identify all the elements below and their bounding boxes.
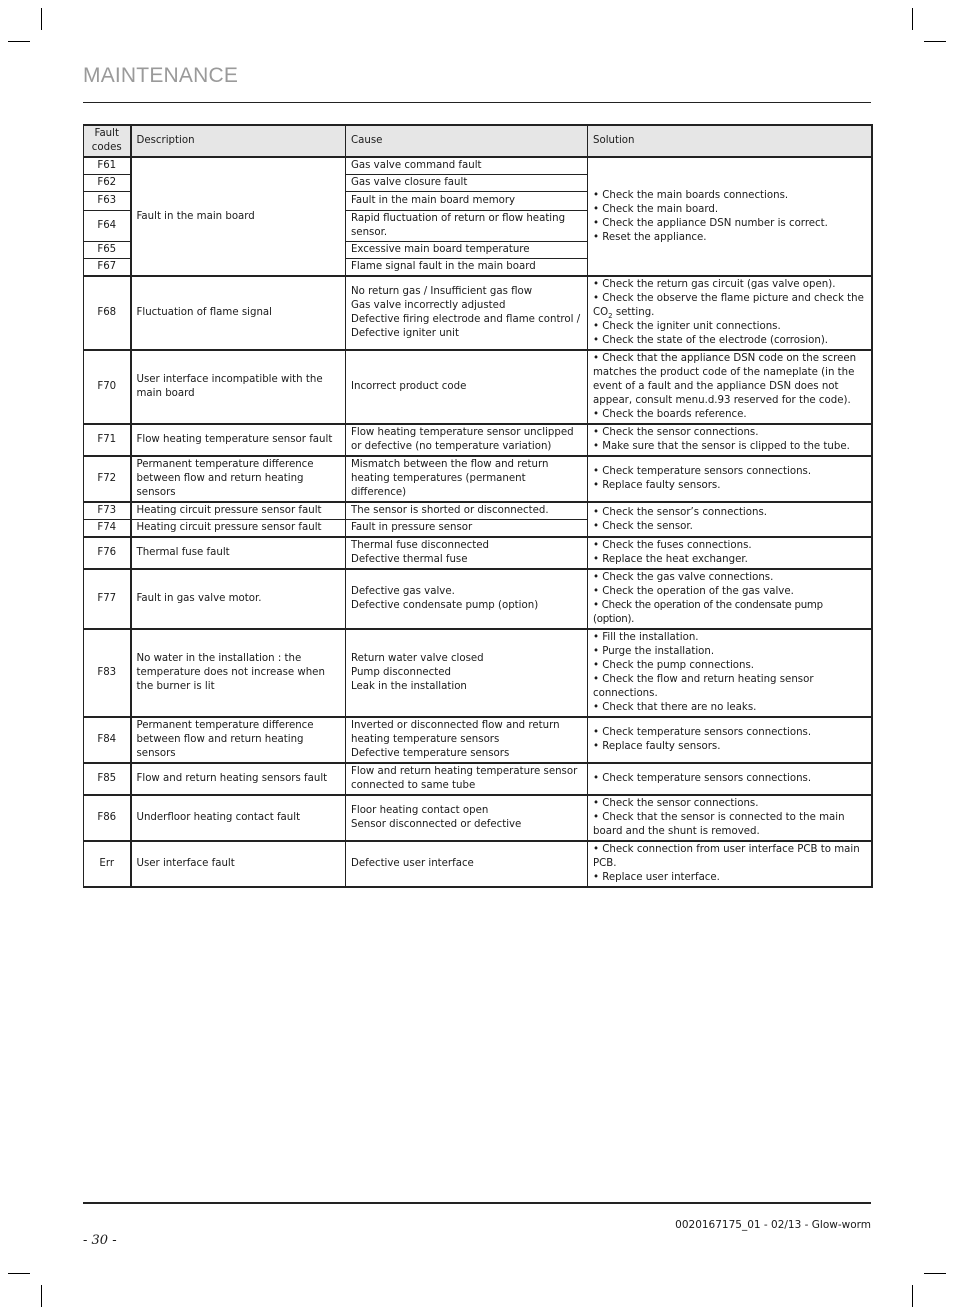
fault-description: Thermal fuse fault xyxy=(131,537,346,569)
fault-codes-table xyxy=(83,124,873,888)
fault-description: Fluctuation of flame signal xyxy=(131,276,346,350)
footer-divider xyxy=(83,1202,871,1204)
fault-solution: • Check the main boards connections. • Check the main board. • Check the appliance DSN number is correct. • Reset the appliance. xyxy=(588,157,872,276)
fault-code: F73 xyxy=(84,502,131,520)
fault-code: F68 xyxy=(84,276,131,350)
header-solution: Solution xyxy=(588,125,872,157)
fault-code: F64 xyxy=(84,211,131,242)
table-row xyxy=(84,276,872,350)
fault-description: User interface fault xyxy=(131,841,346,887)
fault-cause: Floor heating contact open Sensor disconnected or defective xyxy=(346,795,588,841)
fault-cause: Return water valve closed Pump disconnected Leak in the installation xyxy=(346,629,588,717)
table-row xyxy=(84,569,872,629)
fault-description: Heating circuit pressure sensor fault xyxy=(131,502,346,520)
fault-cause: Thermal fuse disconnected Defective thermal fuse xyxy=(346,537,588,569)
fault-code: F77 xyxy=(84,569,131,629)
fault-solution: • Check the sensor’s connections. • Check the sensor. xyxy=(588,502,872,537)
header-divider xyxy=(83,102,871,103)
fault-solution: • Check the fuses connections. • Replace the heat exchanger. xyxy=(588,537,872,569)
crop-mark xyxy=(8,41,30,42)
fault-cause: Fault in the main board memory xyxy=(346,192,588,211)
fault-description: Flow and return heating sensors fault xyxy=(131,763,346,795)
fault-code: F70 xyxy=(84,350,131,424)
fault-cause: Flame signal fault in the main board xyxy=(346,259,588,277)
fault-code: Err xyxy=(84,841,131,887)
table-row xyxy=(84,456,872,502)
fault-code: F76 xyxy=(84,537,131,569)
header-cause: Cause xyxy=(346,125,588,157)
fault-cause: Defective gas valve. Defective condensate pump (option) xyxy=(346,569,588,629)
section-title: MAINTENANCE xyxy=(83,64,239,87)
header-fault-codes: Fault codes xyxy=(84,125,131,157)
fault-cause: Gas valve closure fault xyxy=(346,175,588,192)
fault-cause: Flow heating temperature sensor unclipped or defective (no temperature variation) xyxy=(346,424,588,456)
fault-cause: Inverted or disconnected flow and return heating temperature sensors Defective temperature sensors xyxy=(346,717,588,763)
fault-description: Heating circuit pressure sensor fault xyxy=(131,520,346,538)
fault-description: Permanent temperature difference between flow and return heating sensors xyxy=(131,456,346,502)
fault-solution: • Check connection from user interface PCB to main PCB. • Replace user interface. xyxy=(588,841,872,887)
fault-solution: • Check that the appliance DSN code on the screen matches the product code of the nameplate (in the event of a fault and the appliance DSN does not appear, consult menu.d.93 reserved for the code). • Check the boards reference. xyxy=(588,350,872,424)
fault-code: F72 xyxy=(84,456,131,502)
fault-cause: The sensor is shorted or disconnected. xyxy=(346,502,588,520)
fault-code: F84 xyxy=(84,717,131,763)
fault-cause: Incorrect product code xyxy=(346,350,588,424)
crop-mark xyxy=(8,1273,30,1274)
fault-solution: • Check the sensor connections. • Make sure that the sensor is clipped to the tube. xyxy=(588,424,872,456)
table-row xyxy=(84,629,872,717)
crop-mark xyxy=(912,1285,913,1307)
fault-code: F63 xyxy=(84,192,131,211)
header-description: Description xyxy=(131,125,346,157)
fault-cause: Mismatch between the flow and return heating temperatures (permanent difference) xyxy=(346,456,588,502)
fault-code: F86 xyxy=(84,795,131,841)
fault-cause: Rapid fluctuation of return or flow heating sensor. xyxy=(346,211,588,242)
fault-description: Fault in the main board xyxy=(131,157,346,276)
fault-description: Underfloor heating contact fault xyxy=(131,795,346,841)
fault-solution: • Check temperature sensors connections. • Replace faulty sensors. xyxy=(588,456,872,502)
fault-description: Flow heating temperature sensor fault xyxy=(131,424,346,456)
fault-solution: • Check temperature sensors connections. • Replace faulty sensors. xyxy=(588,717,872,763)
table-row xyxy=(84,763,872,795)
fault-description: User interface incompatible with the main board xyxy=(131,350,346,424)
fault-cause: No return gas / Insufficient gas flow Gas valve incorrectly adjusted Defective firing electrode and flame control / Defective igniter unit xyxy=(346,276,588,350)
fault-description: Fault in gas valve motor. xyxy=(131,569,346,629)
fault-code: F83 xyxy=(84,629,131,717)
fault-cause: Fault in pressure sensor xyxy=(346,520,588,538)
fault-solution: • Fill the installation. • Purge the installation. • Check the pump connections. • Check the flow and return heating sensor connections. • Check that there are no leaks. xyxy=(588,629,872,717)
fault-cause: Flow and return heating temperature sensor connected to same tube xyxy=(346,763,588,795)
table-row xyxy=(84,717,872,763)
fault-solution: • Check the gas valve connections. • Check the operation of the gas valve. • Check the operation of the condensate pump (option). xyxy=(588,569,872,629)
crop-mark xyxy=(41,1285,42,1307)
crop-mark xyxy=(41,8,42,30)
fault-solution: • Check temperature sensors connections. xyxy=(588,763,872,795)
table-row xyxy=(84,841,872,887)
fault-description: No water in the installation : the temperature does not increase when the burner is lit xyxy=(131,629,346,717)
crop-mark xyxy=(924,1273,946,1274)
table-row xyxy=(84,502,872,520)
crop-mark xyxy=(924,41,946,42)
fault-code: F62 xyxy=(84,175,131,192)
fault-code: F71 xyxy=(84,424,131,456)
table-row xyxy=(84,537,872,569)
table-row xyxy=(84,350,872,424)
fault-cause: Defective user interface xyxy=(346,841,588,887)
document-reference: 0020167175_01 - 02/13 - Glow-worm xyxy=(675,1219,871,1231)
fault-code: F67 xyxy=(84,259,131,277)
fault-code: F85 xyxy=(84,763,131,795)
fault-solution: • Check the sensor connections. • Check that the sensor is connected to the main board and the shunt is removed. xyxy=(588,795,872,841)
crop-mark xyxy=(912,8,913,30)
fault-description: Permanent temperature difference between flow and return heating sensors xyxy=(131,717,346,763)
page-number: - 30 - xyxy=(83,1233,117,1248)
table-row xyxy=(84,795,872,841)
fault-code: F74 xyxy=(84,520,131,538)
fault-cause: Gas valve command fault xyxy=(346,157,588,175)
fault-cause: Excessive main board temperature xyxy=(346,242,588,259)
fault-solution: • Check the return gas circuit (gas valve open). • Check the observe the flame picture and check the $CO_2$ setting. • Check the igniter unit connections. • Check the state of the electrode (corrosion). xyxy=(588,276,872,350)
table-row xyxy=(84,157,872,175)
table-header-row xyxy=(84,125,872,157)
table-row xyxy=(84,424,872,456)
fault-code: F61 xyxy=(84,157,131,175)
fault-code: F65 xyxy=(84,242,131,259)
